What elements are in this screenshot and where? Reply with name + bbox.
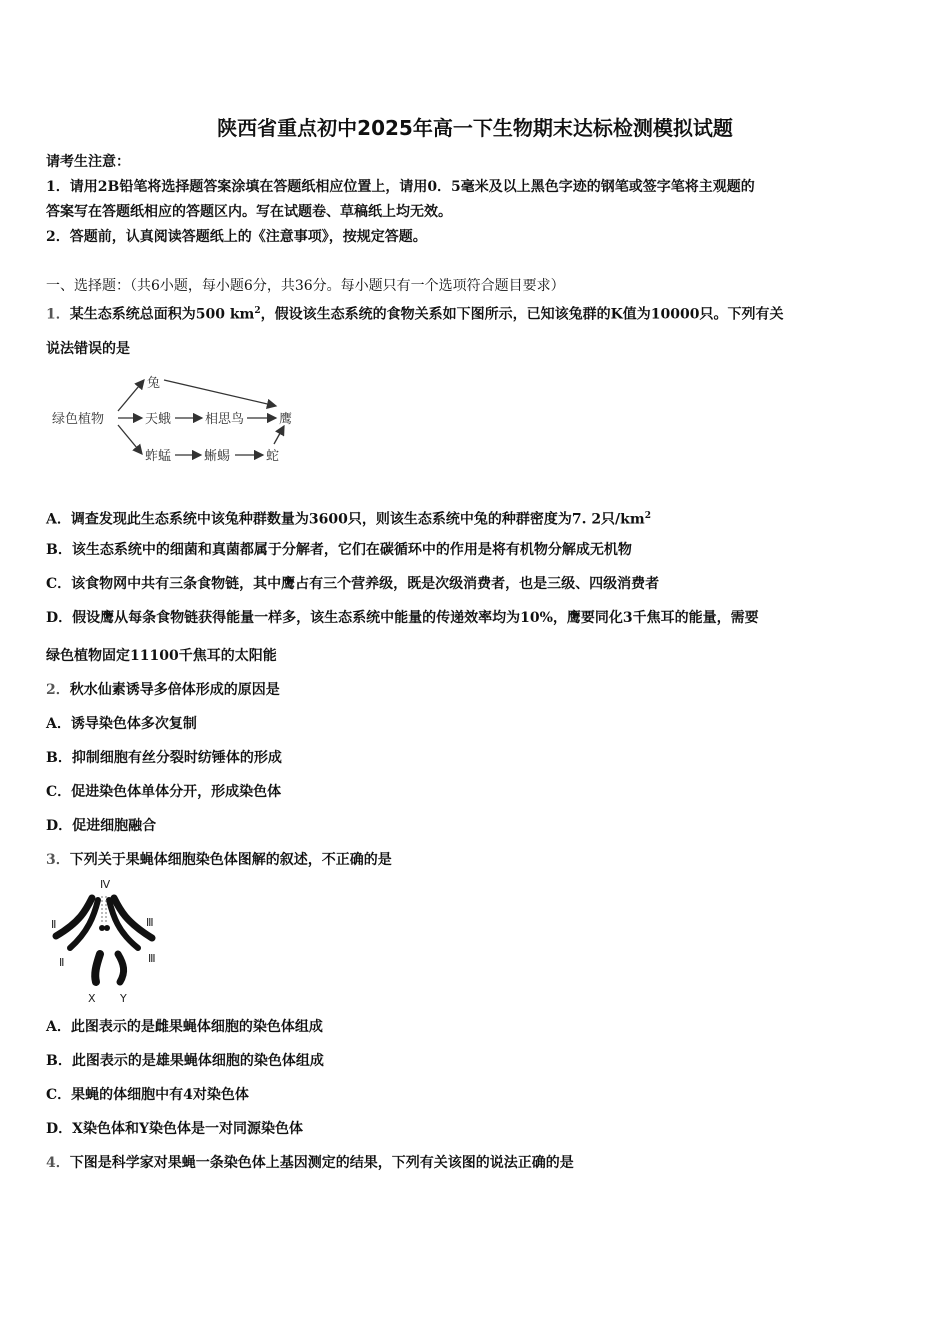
notice-item-1-line-2: 答案写在答题纸相应的答题区内。写在试题卷、草稿纸上均无效。 [46,204,452,220]
notice-item-2: 2．答题前，认真阅读答题纸上的《注意事项》，按规定答题。 [46,229,427,245]
q4-stem [46,1153,906,1173]
notice-item-1-line-1: 1．请用2B铅笔将选择题答案涂填在答题纸相应位置上，请用0．5毫米及以上黑色字迹的钢笔或签字笔将主观题的 [46,179,755,195]
q1-stem-line-1 [46,301,906,325]
q3-option-b: B．此图表示的是雄果蝇体细胞的染色体组成 [46,1053,324,1069]
notice-heading: 请考生注意： [46,154,130,170]
node-grasshopper: 蚱蜢 [145,449,172,464]
node-hawk: 鹰 [279,412,293,427]
q2-option-c: C．促进染色体单体分开，形成染色体 [46,784,282,800]
q1-stem-sup: 2 [254,306,261,316]
food-web-diagram [46,368,316,470]
label-ii-bottom: Ⅱ [59,956,65,969]
label-iii-bottom: Ⅲ [148,952,156,965]
q2-option-b: B．抑制细胞有丝分裂时纺锤体的形成 [46,750,282,766]
label-y: Y [120,992,127,1005]
q3-option-a: A．此图表示的是雌果蝇体细胞的染色体组成 [46,1019,323,1035]
arrow-plant-rabbit [118,380,144,411]
arrow-plant-grasshopper [118,425,142,454]
node-rabbit: 兔 [147,376,161,391]
q2-stem-text: 秋水仙素诱导多倍体形成的原因是 [69,682,280,698]
label-x: X [88,992,96,1005]
q1-option-a-sup: 2 [644,511,651,521]
q2-stem [46,680,906,700]
chromosome-figure [46,874,170,1008]
q1-number: 1． [46,306,70,323]
chromosome-x [95,954,100,982]
label-iv: Ⅳ [100,878,111,891]
label-iii-top: Ⅲ [146,916,154,929]
q4-stem-text: 下图是科学家对果蝇一条染色体上基因测定的结果，下列有关该图的说法正确的是 [69,1155,574,1171]
label-ii-top: Ⅱ [51,918,57,931]
q4-number: 4． [46,1155,70,1171]
q1-option-a [46,506,906,530]
q3-option-c: C．果蝇的体细胞中有4对染色体 [46,1087,249,1103]
chromosome-iv-right-dot [104,925,110,931]
q1-option-d-line-1: D．假设鹰从每条食物链获得能量一样多，该生态系统中能量的传递效率均为10%，鹰要同化3千焦耳的能量，需要 [46,610,759,626]
node-green-plant: 绿色植物 [52,412,105,427]
q3-number: 3． [46,852,70,868]
q3-stem [46,850,906,870]
node-snake: 蛇 [266,449,280,464]
node-bird: 相思鸟 [205,412,245,427]
arrow-rabbit-hawk [164,380,276,406]
q2-option-a: A．诱导染色体多次复制 [46,716,197,732]
node-moth: 天蛾 [145,412,172,427]
q3-option-d: D．X染色体和Y染色体是一对同源染色体 [46,1121,303,1137]
arrow-snake-hawk [274,426,284,444]
page-title: 陕西省重点初中2025年高一下生物期末达标检测模拟试题 [217,116,733,140]
q1-stem-part-b: ，假设该生态系统的食物关系如下图所示，已知该兔群的K值为10000只。下列有关 [260,306,784,323]
q2-option-d: D．促进细胞融合 [46,818,157,834]
node-lizard: 蜥蜴 [204,449,231,464]
q1-stem-part-a: 某生态系统总面积为500 km [69,306,255,323]
q1-option-d-line-2: 绿色植物固定11100千焦耳的太阳能 [46,648,277,664]
q1-option-b: B．该生态系统中的细菌和真菌都属于分解者，它们在碳循环中的作用是将有机物分解成无机物 [46,542,632,558]
section-heading: 一、选择题：（共6小题，每小题6分，共36分。每小题只有一个选项符合题目要求） [46,278,565,294]
chromosome-y [118,954,124,982]
q1-stem-line-2: 说法错误的是 [46,341,130,357]
q1-option-a-text: A．调查发现此生态系统中该兔种群数量为3600只，则该生态系统中兔的种群密度为7. 2只/km [46,511,645,528]
q1-option-c: C．该食物网中共有三条食物链，其中鹰占有三个营养级，既是次级消费者，也是三级、四级消费者 [46,576,660,592]
q2-number: 2． [46,682,70,698]
q3-stem-text: 下列关于果蝇体细胞染色体图解的叙述，不正确的是 [69,852,392,868]
